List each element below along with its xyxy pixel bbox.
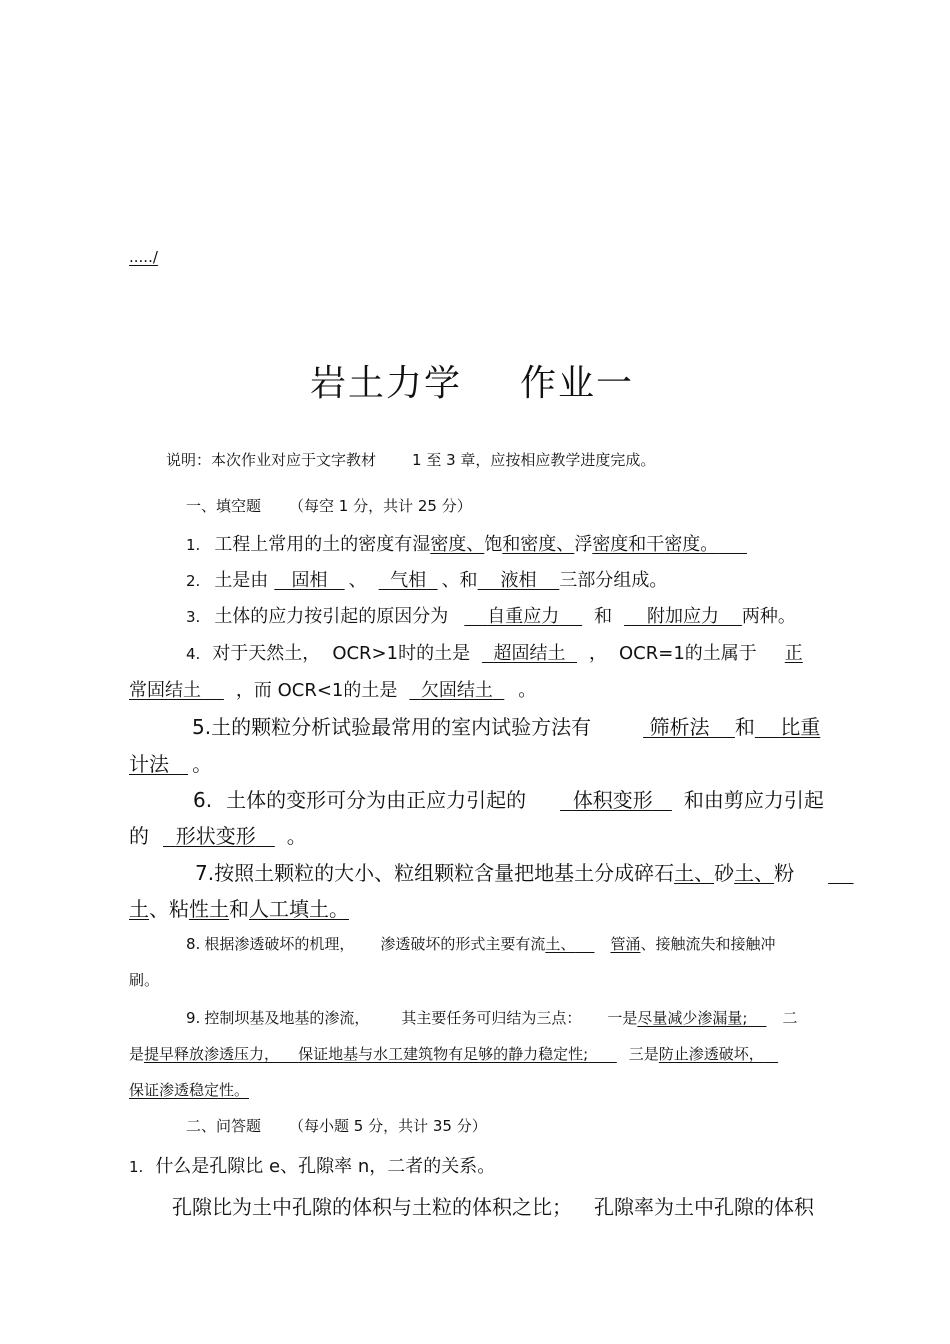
qa1-text: 什么是孔隙比 e、孔隙率 n，二者的关系。 (155, 1156, 496, 1177)
q4-number: 4. (186, 645, 201, 663)
q9-text-3: 二 (782, 1009, 798, 1027)
q9-answer-4: 防止渗透破坏， (658, 1045, 764, 1063)
question-8 (186, 933, 775, 954)
q8-number: 8. (186, 935, 201, 953)
section2-title: 二、问答题 (186, 1117, 262, 1135)
q2-stem: 土是由 (214, 570, 269, 591)
q7-answer-4: 性土 (189, 897, 229, 921)
section1-heading (186, 495, 472, 516)
q8-text-1: 渗透破坏的形式主要有流 (380, 935, 546, 953)
q7-text-4: 粘 (169, 897, 189, 921)
ans1-part-b: 孔隙率为土中孔隙的体积 (594, 1195, 814, 1219)
q8-text-2: 、接触流失和接触冲 (640, 935, 776, 953)
q6-tail: 。 (286, 824, 307, 848)
q3-text-1: 和 (594, 606, 613, 627)
q5-tail: 。 (192, 752, 213, 776)
question-2 (186, 566, 667, 592)
question-7-line-2 (129, 893, 349, 922)
q2-answer-2: 气相 (390, 570, 427, 591)
q2-number: 2. (186, 572, 201, 590)
q2-answer-3: 液相 (500, 570, 537, 591)
q7-text-2: 粉 (774, 861, 795, 885)
question-3 (186, 602, 796, 628)
q4-answer-1: 超固结土 (493, 643, 566, 664)
q9-answer-5: 保证渗透稳定性。 (129, 1081, 250, 1099)
q6-number: 6. (193, 788, 213, 812)
q4-ocr-gt-1: OCR>1时的土是 (332, 643, 471, 664)
q5-text-1: 和 (734, 715, 755, 739)
q9-answer-3: 保证地基与水工建筑物有足够的静力稳定性; (298, 1045, 589, 1063)
section2-heading (186, 1115, 487, 1136)
q4-tail: 。 (518, 680, 537, 701)
question-6-line-2 (129, 820, 307, 849)
note-part-b: 1 至 3 章，应按相应教学进度完成。 (412, 451, 656, 469)
question-4-line-2 (129, 676, 536, 702)
q7-text-1: 砂 (714, 861, 735, 885)
q3-answer-2: 附加应力 (646, 606, 719, 627)
q9-answer-1: 尽量减少渗漏量; (637, 1009, 748, 1027)
q5-stem: 土的颗粒分析试验最常用的室内试验方法有 (211, 715, 592, 739)
qa1-number: 1. (129, 1158, 144, 1176)
q9-number: 9. (186, 1009, 201, 1027)
q1-number: 1. (186, 536, 201, 554)
assignment-note (166, 449, 655, 470)
q4-answer-2b: 常固结土 (129, 680, 201, 701)
q6-answer-1: 体积变形 (572, 788, 653, 812)
q5-answer-2a: 比重 (780, 715, 821, 739)
q3-tail: 两种。 (741, 606, 796, 627)
question-8-line-2 (129, 969, 159, 990)
q9-text-2: 一是 (607, 1009, 638, 1027)
q4-answer-3: 欠固结土 (420, 680, 493, 701)
q7-answer-2: 土、 (734, 861, 775, 885)
header-link[interactable]: ...../ (129, 248, 158, 266)
q1-text-2: 浮 (574, 534, 593, 555)
q8-answer-1: 土、 (545, 935, 576, 953)
q2-tail: 三部分组成。 (559, 570, 668, 591)
q1-answer-2: 和密度、 (502, 534, 575, 555)
section1-title: 一、填空题 (186, 497, 262, 515)
q9-answer-2: 提早释放渗透压力， (144, 1045, 280, 1063)
q9-text-1: 其主要任务可归结为三点： (401, 1009, 582, 1027)
q7-stem: 按照土颗粒的大小、粒组颗粒含量把地基土分成碎石 (214, 861, 675, 885)
q2-text-2: 、和 (441, 570, 478, 591)
qa-question-1 (129, 1152, 495, 1178)
q5-answer-2b: 计法 (129, 752, 169, 776)
q1-blank-tail (718, 534, 747, 555)
q1-answer-3: 密度和干 (592, 534, 665, 555)
page-title (310, 355, 634, 406)
q9-text-5: 三是 (628, 1045, 659, 1063)
question-9 (186, 1007, 798, 1028)
question-9-line-3 (129, 1079, 249, 1100)
qa-answer-1 (172, 1191, 814, 1220)
q9-text-4: 是 (129, 1045, 145, 1063)
q2-text-1: 、 (348, 570, 367, 591)
q8-answer-2: 管涌 (610, 935, 641, 953)
q6-text-1: 和由剪应力引起 (683, 788, 824, 812)
q4-ocr-eq-1: OCR=1的土属于 (619, 643, 757, 664)
ans1-part-a: 孔隙比为土中孔隙的体积与土粒的体积之比； (172, 1195, 572, 1219)
q7-text-5: 和 (229, 897, 249, 921)
question-4 (186, 639, 803, 665)
q9-stem: 控制坝基及地基的渗流， (204, 1009, 370, 1027)
question-5 (192, 711, 820, 740)
q1-text-1: 饱 (484, 534, 503, 555)
q3-answer-1: 自重应力 (487, 606, 560, 627)
question-6 (193, 784, 824, 813)
q2-answer-1: 固相 (291, 570, 328, 591)
q4-stem: 对于天然土， (212, 643, 321, 664)
section2-score: （每小题 5 分，共计 35 分） (289, 1117, 487, 1135)
q8-stem: 根据渗透破坏的机理， (204, 935, 355, 953)
question-7 (195, 857, 854, 886)
question-5-line-2 (129, 748, 212, 777)
q1-answer-1: 密度、 (430, 534, 485, 555)
q5-number: 5. (192, 715, 212, 739)
q4-text-2: ，而 OCR<1的土是 (235, 680, 398, 701)
q4-answer-2a: 正 (784, 643, 803, 664)
q7-answer-5: 人工填土。 (249, 897, 349, 921)
q7-answer-3: 土 (129, 897, 149, 921)
q6-answer-2: 形状变形 (175, 824, 256, 848)
q1-answer-4: 密度。 (664, 534, 719, 555)
q6-stem: 土体的变形可分为由正应力引起的 (226, 788, 527, 812)
q8-text-3: 刷。 (129, 971, 160, 989)
q4-text-1: ， (589, 643, 607, 664)
q1-stem: 工程上常用的土的密度有湿 (214, 534, 431, 555)
q3-stem: 土体的应力按引起的原因分为 (214, 606, 449, 627)
section1-score: （每空 1 分，共计 25 分） (289, 497, 472, 515)
title-part1: 岩土力学 (310, 363, 463, 404)
question-9-line-2 (129, 1043, 778, 1064)
question-1 (186, 530, 747, 556)
q5-answer-1: 筛析法 (649, 715, 710, 739)
q6-text-2: 的 (129, 824, 149, 848)
q7-text-3: 、 (149, 897, 169, 921)
q7-number: 7. (195, 861, 215, 885)
title-part2: 作业一 (520, 363, 635, 404)
q3-number: 3. (186, 608, 201, 626)
q7-answer-1: 土、 (674, 861, 715, 885)
note-part-a: 说明：本次作业对应于文字教材 (166, 451, 377, 469)
